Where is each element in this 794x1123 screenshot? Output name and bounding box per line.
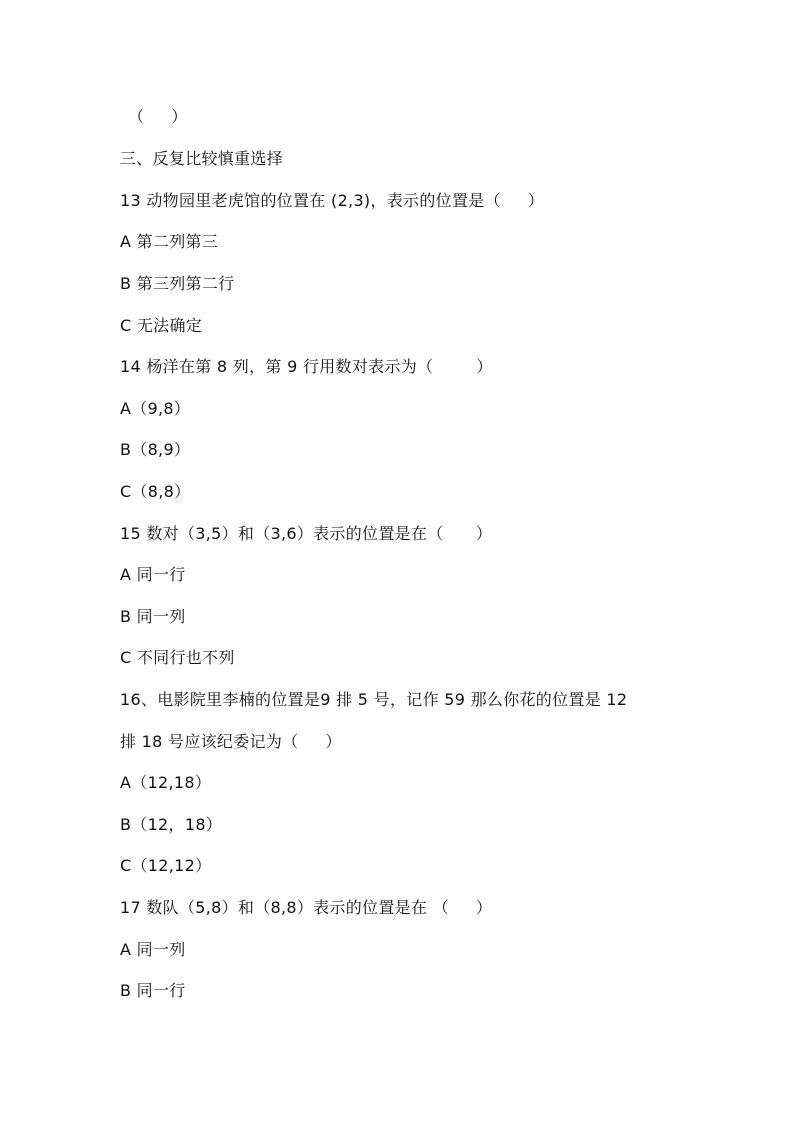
question-17: 17 数队（5,8）和（8,8）表示的位置是在 （ ） — [120, 898, 493, 917]
option-13b: B 第三列第二行 — [120, 274, 235, 293]
option-16a: A（12,18） — [120, 773, 212, 792]
question-13: 13 动物园里老虎馆的位置在 (2,3)，表示的位置是（ ） — [120, 191, 545, 210]
section-heading: 三、反复比较慎重选择 — [120, 149, 284, 168]
option-15c: C 不同行也不列 — [120, 648, 235, 667]
option-14b: B（8,9） — [120, 440, 191, 459]
question-15: 15 数对（3,5）和（3,6）表示的位置是在（ ） — [120, 524, 493, 543]
option-13a: A 第二列第三 — [120, 232, 219, 251]
question-16-line1: 16、电影院里李楠的位置是9 排 5 号，记作 59 那么你花的位置是 12 — [120, 690, 628, 709]
answer-paren-q12: （ ） — [128, 107, 188, 126]
question-14: 14 杨洋在第 8 列，第 9 行用数对表示为（ ） — [120, 357, 493, 376]
option-16b: B（12，18） — [120, 815, 223, 834]
question-16-line2: 排 18 号应该纪委记为（ ） — [120, 732, 342, 751]
option-17b: B 同一行 — [120, 981, 186, 1000]
option-15b: B 同一列 — [120, 607, 186, 626]
option-13c: C 无法确定 — [120, 316, 203, 335]
option-15a: A 同一行 — [120, 565, 186, 584]
option-14a: A（9,8） — [120, 399, 191, 418]
option-14c: C（8,8） — [120, 482, 191, 501]
option-17a: A 同一列 — [120, 940, 186, 959]
option-16c: C（12,12） — [120, 856, 212, 875]
